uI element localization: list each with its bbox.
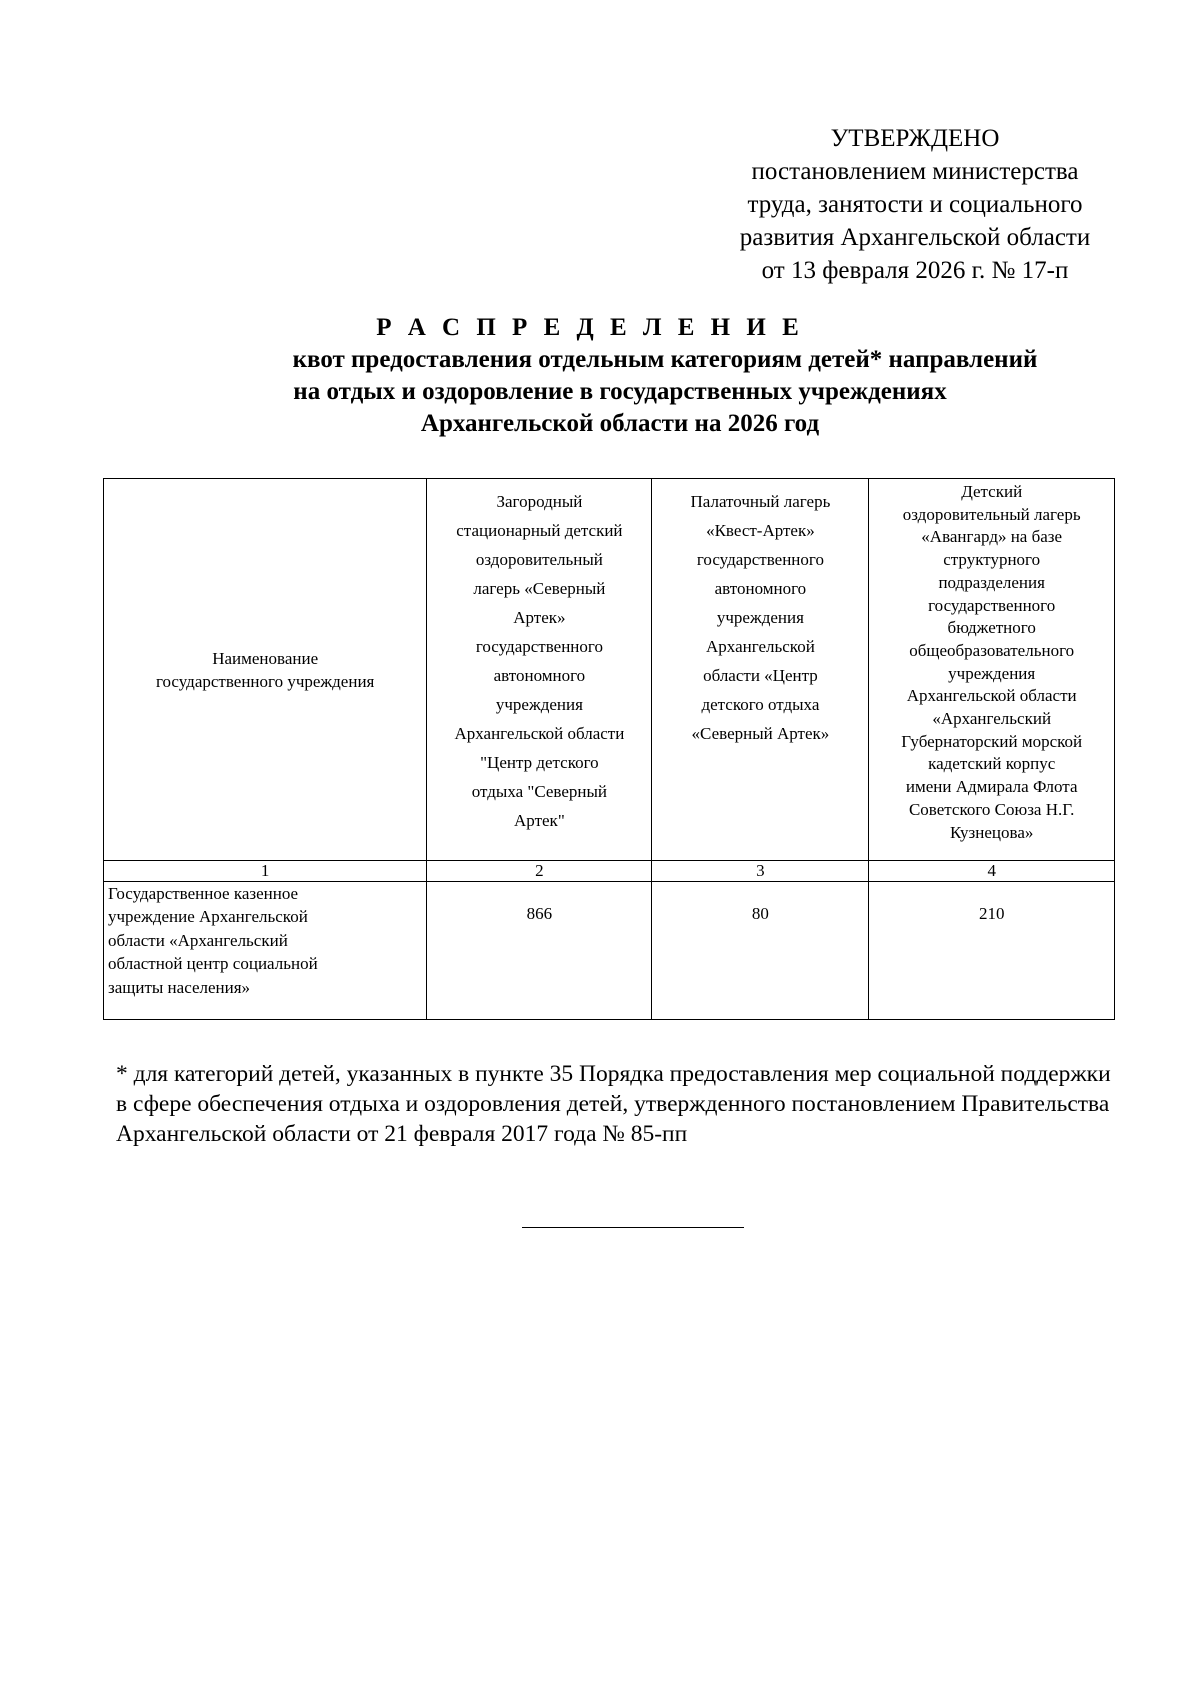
footnote-line: в сфере обеспечения отдыха и оздоровления детей, утвержденного постановлением Правительства [116,1091,1110,1117]
footnote-line: * для категорий детей, указанных в пункте 35 Порядка предоставления мер социальной поддержки [116,1061,1111,1087]
header-camp-kvest-artek: Палаточный лагерь «Квест-Артек» государственного автономного учреждения Архангельской области «Центр детского отдыха «Северный Артек» [652,479,869,861]
approval-date: от 13 февраля 2026 г. № 17-п [761,257,1069,284]
title-line: Архангельской области на 2026 год [420,410,820,437]
column-number: 2 [427,861,652,882]
title-heading: Р А С П Р Е Д Е Л Е Н И Е [376,314,804,341]
approval-stamp [700,122,1130,287]
title-line: квот предоставления отдельным категориям детей* направлений [292,346,1038,373]
table-header-row [104,479,1115,861]
footnote-line: Архангельской области от 21 февраля 2017 года № 85-пп [116,1121,688,1147]
quota-table [103,478,1115,1020]
end-separator-line [522,1227,744,1228]
approval-line: труда, занятости и социального [747,191,1083,218]
table-row [104,882,1115,1020]
column-number: 1 [104,861,427,882]
column-number: 3 [652,861,869,882]
header-institution-name: Наименование государственного учреждения [104,479,427,861]
footnote [116,1059,1146,1149]
quota-value-cell: 210 [869,882,1115,1020]
approval-line: развития Архангельской области [739,224,1091,251]
title-line: на отдых и оздоровление в государственных учреждениях [293,378,947,405]
quota-value-cell: 866 [427,882,652,1020]
institution-name-cell: Государственное казенное учреждение Архангельской области «Архангельский областной центр социальной защиты населения» [104,882,427,1020]
approval-title: УТВЕРЖДЕНО [830,125,1000,152]
approval-line: постановлением министерства [751,158,1079,185]
header-camp-avangard: Детский оздоровительный лагерь «Авангард» на базе структурного подразделения государственного бюджетного общеобразовательного учреждения Архангельской области «Архангельский Губернаторский морской кадетский корпус имени Адмирала Флота Советского Союза Н.Г. Кузнецова» [869,479,1115,861]
column-number-row [104,861,1115,882]
header-camp-severny-artek: Загородный стационарный детский оздоровительный лагерь «Северный Артек» государственного автономного учреждения Архангельской области "Центр детского отдыха "Северный Артек" [427,479,652,861]
document-title [150,312,1100,440]
column-number: 4 [869,861,1115,882]
quota-value-cell: 80 [652,882,869,1020]
